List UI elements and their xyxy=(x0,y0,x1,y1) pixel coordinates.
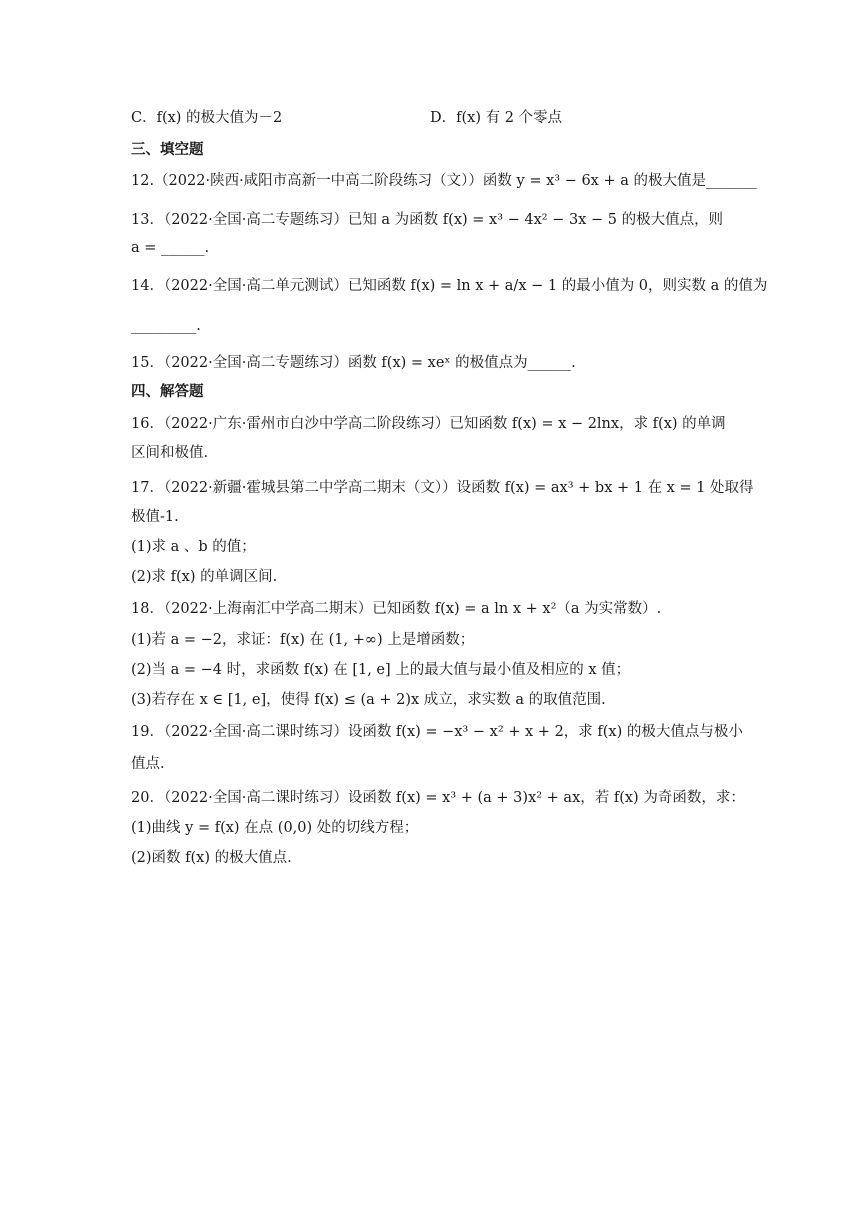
question-14-line-2: _________. xyxy=(131,318,201,334)
question-20-part-1: (1)曲线 y = f(x) 在点 (0,0) 处的切线方程； xyxy=(131,820,419,836)
section-fill-blank-heading: 三、填空题 xyxy=(131,141,204,158)
question-20-line-1: 20．（2022·全国·高二课时练习）设函数 f(x) = x³ + (a + 3)x² + ax，若 f(x) 为奇函数，求： xyxy=(131,790,745,806)
question-17-line-1: 17．（2022·新疆·霍城县第二中学高二期末（文））设函数 f(x) = ax³ + bx + 1 在 x = 1 处取得 xyxy=(131,480,754,496)
option-d: D．f(x) 有 2 个零点 xyxy=(430,110,563,126)
question-13-line-2: a = ______. xyxy=(131,240,210,256)
question-15: 15．（2022·全国·高二专题练习）函数 f(x) = xeˣ 的极值点为______. xyxy=(131,355,576,371)
question-20-part-2: (2)函数 f(x) 的极大值点. xyxy=(131,850,292,866)
question-18-part-2: (2)当 a = −4 时，求函数 f(x) 在 [1, e] 上的最大值与最小值及相应的 x 值； xyxy=(131,662,631,678)
question-18-line-1: 18．（2022·上海南汇中学高二期末）已知函数 f(x) = a ln x + x²（a 为实常数）. xyxy=(131,601,662,617)
section-solve-heading: 四、解答题 xyxy=(131,383,204,400)
question-19-line-2: 值点. xyxy=(131,756,165,772)
question-18-part-3: (3)若存在 x ∈ [1, e]，使得 f(x) ≤ (a + 2)x 成立，求实数 a 的取值范围. xyxy=(131,692,606,708)
question-16-line-1: 16．（2022·广东·雷州市白沙中学高二阶段练习）已知函数 f(x) = x − 2lnx，求 f(x) 的单调 xyxy=(131,416,726,432)
question-17-part-1: (1)求 a 、b 的值； xyxy=(131,539,256,555)
question-17-part-2: (2)求 f(x) 的单调区间. xyxy=(131,569,278,585)
question-19-line-1: 19．（2022·全国·高二课时练习）设函数 f(x) = −x³ − x² + x + 2，求 f(x) 的极大值点与极小 xyxy=(131,724,743,740)
question-12: 12.（2022·陕西·咸阳市高新一中高二阶段练习（文））函数 y = x³ − 6x + a 的极大值是_______ xyxy=(131,173,757,189)
question-16-line-2: 区间和极值. xyxy=(131,445,209,461)
question-17-line-2: 极值-1. xyxy=(131,509,179,525)
question-18-part-1: (1)若 a = −2，求证：f(x) 在 (1, +∞) 上是增函数； xyxy=(131,632,475,648)
option-c: C．f(x) 的极大值为－2 xyxy=(131,110,283,126)
question-13-line-1: 13．（2022·全国·高二专题练习）已知 a 为函数 f(x) = x³ − 4x² − 3x − 5 的极大值点，则 xyxy=(131,212,724,228)
question-14-line-1: 14．（2022·全国·高二单元测试）已知函数 f(x) = ln x + a/x − 1 的最小值为 0，则实数 a 的值为 xyxy=(131,278,768,294)
